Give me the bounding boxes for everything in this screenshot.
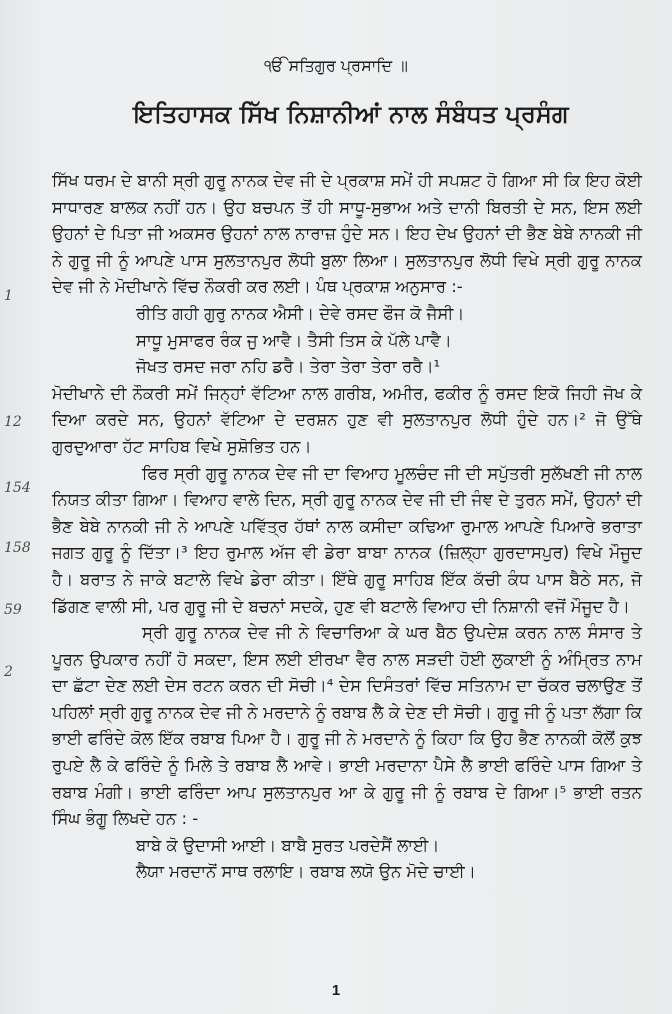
paragraph: ਮੋਦੀਖਾਨੇ ਦੀ ਨੌਕਰੀ ਸਮੇਂ ਜਿਨ੍ਹਾਂ ਵੱਟਿਆ ਨਾਲ ਗਰੀਬ, ਅਮੀਰ, ਫਕੀਰ ਨੂੰ ਰਸਦ ਇਕੋ ਜਿਹੀ ਜੋਖ ਕੇ ਦਿਆ ਕਰਦੇ ਸਨ, ਉਹਨਾਂ ਵੱਟਿਆ ਦੇ ਦਰਸ਼ਨ ਹੁਣ ਵੀ ਸੁਲਤਾਨਪੁਰ ਲੋਧੀ ਹੁੰਦੇ ਹਨ।² ਜੋ ਉੱਥੇ ਗੁਰਦੁਆਰਾ ਹੱਟ ਸਾਹਿਬ ਵਿਖੇ ਸੁਸ਼ੋਭਿਤ ਹਨ। <box>52 383 642 456</box>
body-text <box>52 168 642 886</box>
margin-mark: 2 <box>4 664 13 680</box>
page-title: ਇਤਿਹਾਸਕ ਸਿੱਖ ਨਿਸ਼ਾਨੀਆਂ ਨਾਲ ਸੰਬੰਧਤ ਪ੍ਰਸੰਗ <box>133 100 569 128</box>
verse-line: ਬਾਬੇ ਕੋ ਉਦਾਸੀ ਆਈ। ਬਾਬੈ ਸੁਰਤ ਪਰਦੇਸੈਂ ਲਾਈ। <box>136 835 440 855</box>
verse-line: ਲੈਯਾ ਮਰਦਾਨੋਂ ਸਾਥ ਰਲਾਇ। ਰਬਾਬ ਲਯੋ ਉਨ ਮੋਦੇ ਚਾਈ। <box>136 862 476 882</box>
page-number: 1 <box>331 982 341 999</box>
margin-mark: 59 <box>4 602 22 618</box>
invocation-heading: ੴ ਸਤਿਗੁਰ ਪ੍ਰਸਾਦਿ ॥ <box>264 56 408 75</box>
margin-mark: 154 <box>4 480 31 496</box>
paragraph: ਸ੍ਰੀ ਗੁਰੂ ਨਾਨਕ ਦੇਵ ਜੀ ਨੇ ਵਿਚਾਰਿਆ ਕੇ ਘਰ ਬੈਠ ਉਪਦੇਸ਼ ਕਰਨ ਨਾਲ ਸੰਸਾਰ ਤੇ ਪੂਰਨ ਉਪਕਾਰ ਨਹੀਂ ਹੋ ਸਕਦਾ, ਇਸ ਲਈ ਈਰਖਾ ਵੈਰ ਨਾਲ ਸੜਦੀ ਹੋਈ ਲੁਕਾਈ ਨੂੰ ਅੰਮ੍ਰਿਤ ਨਾਮ ਦਾ ਛੱਟਾ ਦੇਣ ਲਈ ਦੇਸ ਰਟਨ ਕਰਨ ਦੀ ਸੋਚੀ।⁴ ਦੇਸ ਦਿਸੰਤਰਾਂ ਵਿੱਚ ਸਤਿਨਾਮ ਦਾ ਚੱਕਰ ਚਲਾਉਣ ਤੋਂ ਪਹਿਲਾਂ ਸ੍ਰੀ ਗੁਰੂ ਨਾਨਕ ਦੇਵ ਜੀ ਨੇ ਮਰਦਾਨੇ ਨੂੰ ਰਬਾਬ ਲੈ ਕੇ ਦੇਣ ਦੀ ਸੋਚੀ। ਗੁਰੂ ਜੀ ਨੂੰ ਪਤਾ ਲੱਗਾ ਕਿ ਭਾਈ ਫਰਿੰਦੇ ਕੋਲ ਇੱਕ ਰਬਾਬ ਪਿਆ ਹੈ। ਗੁਰੂ ਜੀ ਨੇ ਮਰਦਾਨੇ ਨੂੰ ਕਿਹਾ ਕਿ ਉਹ ਭੈਣ ਨਾਨਕੀ ਕੋਲੋਂ ਕੁਝ ਰੁਪਏ ਲੈ ਕੇ ਫਰਿੰਦੇ ਨੂੰ ਮਿਲੇ ਤੇ ਰਬਾਬ ਲੈ ਆਵੇ। ਭਾਈ ਮਰਦਾਨਾ ਪੈਸੇ ਲੈ ਭਾਈ ਫਰਿੰਦੇ ਪਾਸ ਗਿਆ ਤੇ ਰਬਾਬ ਮੰਗੀ। ਭਾਈ ਫਰਿੰਦਾ ਆਪ ਸੁਲਤਾਨਪੁਰ ਆ ਕੇ ਗੁਰੂ ਜੀ ਨੂੰ ਰਬਾਬ ਦੇ ਗਿਆ।⁵ ਭਾਈ ਰਤਨ ਸਿੰਘ ਭੰਗੂ ਲਿਖਦੇ ਹਨ : - <box>52 623 642 829</box>
paragraph: ਫਿਰ ਸ੍ਰੀ ਗੁਰੂ ਨਾਨਕ ਦੇਵ ਜੀ ਦਾ ਵਿਆਹ ਮੂਲਚੰਦ ਜੀ ਦੀ ਸਪੁੱਤਰੀ ਸੁਲੱਖਣੀ ਜੀ ਨਾਲ ਨਿਯਤ ਕੀਤਾ ਗਿਆ। ਵਿਆਹ ਵਾਲੇ ਦਿਨ, ਸ੍ਰੀ ਗੁਰੂ ਨਾਨਕ ਦੇਵ ਜੀ ਦੀ ਜੰਞ ਦੇ ਤੁਰਨ ਸਮੇਂ, ਉਹਨਾਂ ਦੀ ਭੈਣ ਬੇਬੇ ਨਾਨਕੀ ਜੀ ਨੇ ਆਪਣੇ ਪਵਿੱਤ੍ਰ ਹੱਥਾਂ ਨਾਲ ਕਸੀਦਾ ਕਢਿਆ ਰੁਮਾਲ ਆਪਣੇ ਪਿਆਰੇ ਭਰਾਤਾ ਜਗਤ ਗੁਰੂ ਨੂੰ ਦਿੱਤਾ।³ ਇਹ ਰੁਮਾਲ ਅੱਜ ਵੀ ਡੇਰਾ ਬਾਬਾ ਨਾਨਕ (ਜ਼ਿਲ੍ਹਾ ਗੁਰਦਾਸਪੁਰ) ਵਿਖੇ ਮੌਜੂਦ ਹੈ। ਬਰਾਤ ਨੇ ਜਾਕੇ ਬਟਾਲੇ ਵਿਖੇ ਡੇਰਾ ਕੀਤਾ। ਇੱਥੇ ਗੁਰੂ ਸਾਹਿਬ ਇੱਕ ਕੱਚੀ ਕੰਧ ਪਾਸ ਬੈਠੇ ਸਨ, ਜੋ ਡਿੱਗਣ ਵਾਲੀ ਸੀ, ਪਰ ਗੁਰੂ ਜੀ ਦੇ ਬਚਨਾਂ ਸਦਕੇ, ਹੁਣ ਵੀ ਬਟਾਲੇ ਵਿਆਹ ਦੀ ਨਿਸ਼ਾਨੀ ਵਜੋਂ ਮੌਜੂਦ ਹੈ। <box>52 463 642 616</box>
verse-line: ਰੀਤਿ ਗਹੀ ਗੁਰੁ ਨਾਨਕ ਐਸੀ। ਦੇਵੇ ਰਸਦ ਫੌਜ ਕੋ ਜੈਸੀ। <box>136 303 465 323</box>
margin-mark: 158 <box>4 540 31 556</box>
margin-mark: 1 <box>4 288 13 304</box>
paragraph: ਸਿੱਖ ਧਰਮ ਦੇ ਬਾਨੀ ਸ੍ਰੀ ਗੁਰੂ ਨਾਨਕ ਦੇਵ ਜੀ ਦੇ ਪ੍ਰਕਾਸ਼ ਸਮੇਂ ਹੀ ਸਪਸ਼ਟ ਹੋ ਗਿਆ ਸੀ ਕਿ ਇਹ ਕੋਈ ਸਾਧਾਰਣ ਬਾਲਕ ਨਹੀਂ ਹਨ। ਉਹ ਬਚਪਨ ਤੋਂ ਹੀ ਸਾਧੂ-ਸੁਭਾਅ ਅਤੇ ਦਾਨੀ ਬਿਰਤੀ ਦੇ ਸਨ, ਇਸ ਲਈ ਉਹਨਾਂ ਦੇ ਪਿਤਾ ਜੀ ਅਕਸਰ ਉਹਨਾਂ ਨਾਲ ਨਾਰਾਜ਼ ਹੁੰਦੇ ਸਨ। ਇਹ ਦੇਖ ਉਹਨਾਂ ਦੀ ਭੈਣ ਬੇਬੇ ਨਾਨਕੀ ਜੀ ਨੇ ਗੁਰੂ ਜੀ ਨੂੰ ਆਪਣੇ ਪਾਸ ਸੁਲਤਾਨਪੁਰ ਲੋਧੀ ਬੁਲਾ ਲਿਆ। ਸੁਲਤਾਨਪੁਰ ਲੋਧੀ ਵਿਖੇ ਸ੍ਰੀ ਗੁਰੂ ਨਾਨਕ ਦੇਵ ਜੀ ਨੇ ਮੋਦੀਖਾਨੇ ਵਿੱਚ ਨੌਕਰੀ ਕਰ ਲਈ। ਪੰਥ ਪ੍ਰਕਾਸ਼ ਅਨੁਸਾਰ :- <box>52 171 642 297</box>
verse-line: ਜੋਖਤ ਰਸਦ ਜਰਾ ਨਹਿ ਡਰੈ। ਤੇਰਾ ਤੇਰਾ ਤੇਰਾ ਰਰੈ।¹ <box>136 357 441 377</box>
margin-mark: 12 <box>4 414 22 430</box>
verse-line: ਸਾਧੂ ਮੁਸਾਫਰ ਰੰਕ ਜੁ ਆਵੈ। ਤੈਸੀ ਤਿਸ ਕੇ ਪੱਲੇ ਪਾਵੈ। <box>136 330 452 350</box>
